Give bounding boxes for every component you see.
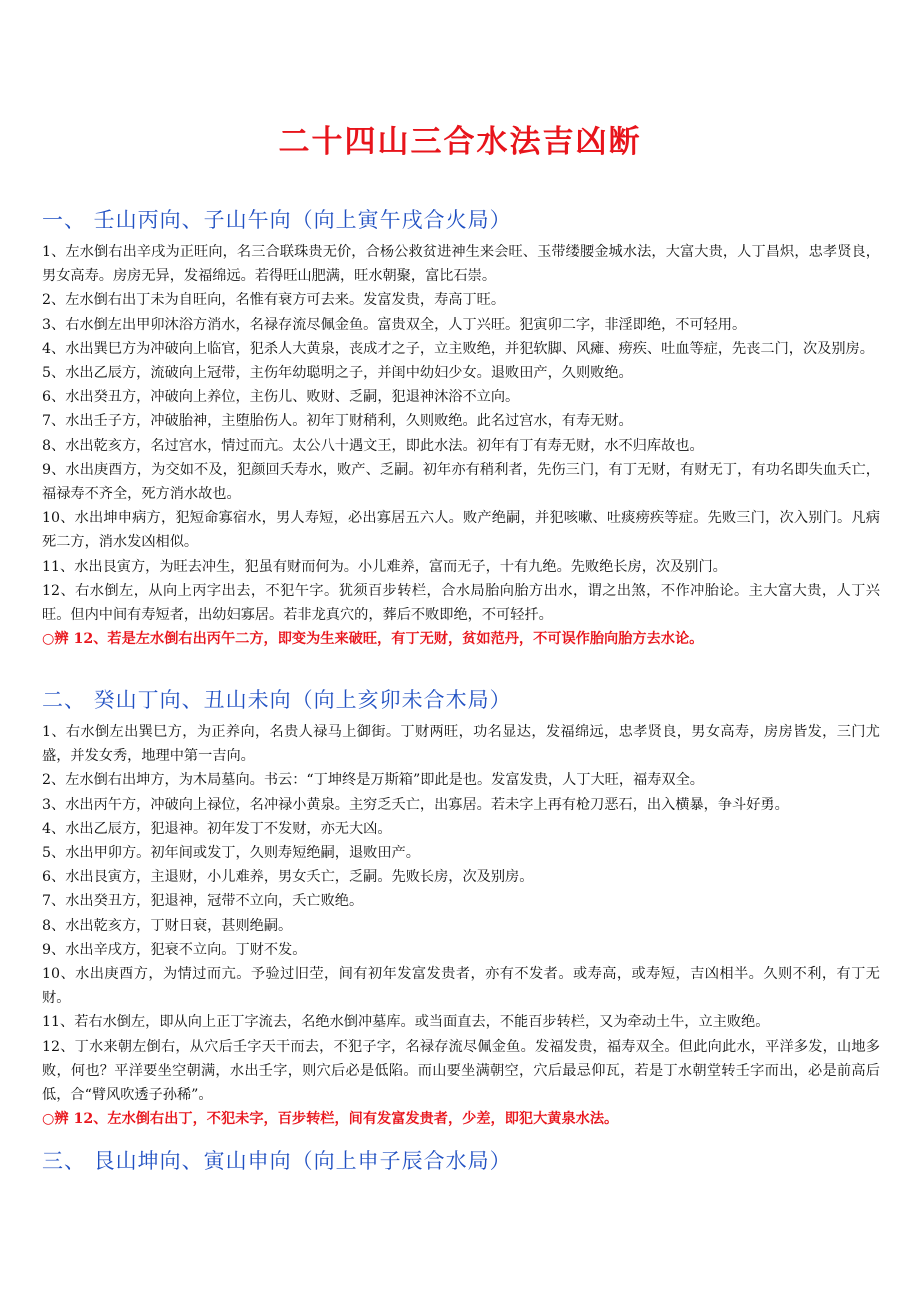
document-title: 二十四山三合水法吉凶断 bbox=[278, 124, 642, 160]
section-heading: 三、 艮山坤向、寅山申向（向上申子辰合水局） bbox=[42, 1149, 512, 1173]
section-1 bbox=[42, 204, 880, 651]
list-item: 5、水出甲卯方。初年间或发丁，久则寿短绝嗣，退败田产。 bbox=[42, 845, 420, 862]
list-item: 3、右水倒左出甲卯沐浴方消水，名禄存流尽佩金鱼。富贵双全，人丁兴旺。犯寅卯二字，非淫即绝，不可轻用。 bbox=[42, 316, 747, 333]
section-2 bbox=[42, 684, 880, 1131]
list-item: 9、水出庚酉方，为交如不及，犯颜回夭寿水，败产、乏嗣。初年亦有稍利者，先伤三门，有丁无财，有财无丁，有功名即失血夭亡，福禄寿不齐全，死方消水故也。 bbox=[42, 461, 880, 503]
section-heading: 二、 癸山丁向、丑山未向（向上亥卯未合木局） bbox=[42, 688, 512, 712]
list-item: 7、水出壬子方，冲破胎神，主堕胎伤人。初年丁财稍利，久则败绝。此名过宫水，有寿无财。 bbox=[42, 413, 633, 430]
list-item: 3、水出丙午方，冲破向上禄位，名冲禄小黄泉。主穷乏夭亡，出寡居。若未字上再有枪刀恶石，出入横暴，争斗好勇。 bbox=[42, 796, 789, 813]
list-item: 10、水出坤申病方，犯短命寡宿水，男人寿短，必出寡居五六人。败产绝嗣，并犯咳嗽、吐痰痨疾等症。先败三门，次入别门。凡病死二方，消水发凶相似。 bbox=[42, 510, 880, 551]
list-item: 11、若右水倒左，即从向上正丁字流去，名绝水倒冲墓库。或当面直去，不能百步转栏，又为牵动土牛，立主败绝。 bbox=[42, 1014, 770, 1031]
list-item: 8、水出乾亥方，名过宫水，情过而亢。太公八十遇文王，即此水法。初年有丁有寿无财，水不归库故也。 bbox=[42, 437, 704, 454]
list-item: 4、水出乙辰方，犯退神。初年发丁不发财，亦无大凶。 bbox=[42, 820, 392, 837]
section-heading: 一、 壬山丙向、子山午向（向上寅午戌合火局） bbox=[42, 208, 512, 232]
list-item: 2、左水倒右出坤方，为木局墓向。书云：“丁坤终是万斯箱”即此是也。发富发贵，人丁大旺，福寿双全。 bbox=[42, 772, 704, 789]
list-item: 12、丁水来朝左倒右，从穴后壬字天干而去，不犯子字，名禄存流尽佩金鱼。发福发贵，福寿双全。但此向此水，平洋多发，山地多败，何也？平洋要坐空朝满，水出壬字，则穴后必是低陷。而山要坐满朝空，穴后最忌仰瓦，若是丁水朝堂转壬字而出，必是前高后低，合“臂风吹透子孙稀”。 bbox=[42, 1038, 880, 1104]
list-item: 1、右水倒左出巽巳方，为正养向，名贵人禄马上御街。丁财两旺，功名显达，发福绵远，忠孝贤良，男女高寿，房房皆发，三门尤盛，并发女秀，地理中第一吉向。 bbox=[42, 724, 880, 765]
list-item: 4、水出巽巳方为冲破向上临官，犯杀人大黄泉，丧成才之子，立主败绝，并犯软脚、风瘫、痨疾、吐血等症，先丧二门，次及别房。 bbox=[42, 340, 874, 357]
list-item: 10、水出庚酉方，为情过而亢。予验过旧茔，间有初年发富发贵者，亦有不发者。或寿高，或寿短，吉凶相半。久则不利，有丁无财。 bbox=[42, 966, 880, 1007]
list-item: 6、水出癸丑方，冲破向上养位，主伤儿、败财、乏嗣，犯退神沐浴不立向。 bbox=[42, 389, 520, 406]
list-item: 1、左水倒右出辛戌为正旺向，名三合联珠贵无价，合杨公救贫进神生来会旺、玉带缕腰金城水法，大富大贵，人丁昌炽，忠孝贤良，男女高寿。房房无异，发福绵远。若得旺山肥满，旺水朝聚，富比石崇。 bbox=[42, 244, 880, 285]
section-3 bbox=[42, 1145, 880, 1181]
note-text: ○辨 12、若是左水倒右出丙午二方，即变为生来破旺，有丁无财，贫如范丹，不可误作胎向胎方去水论。 bbox=[42, 631, 704, 648]
list-item: 9、水出辛戌方，犯衰不立向。丁财不发。 bbox=[42, 941, 307, 958]
list-item: 11、水出艮寅方，为旺去冲生，犯虽有财而何为。小儿难养，富而无子，十有九绝。先败绝长房，次及别门。 bbox=[42, 558, 727, 575]
note-text: ○辨 12、左水倒右出丁，不犯未字，百步转栏，间有发富发贵者，少差，即犯大黄泉水法。 bbox=[42, 1111, 619, 1128]
list-item: 7、水出癸丑方，犯退神，冠带不立向，夭亡败绝。 bbox=[42, 893, 364, 910]
list-item: 12、右水倒左，从向上丙字出去，不犯午字。犹须百步转栏，合水局胎向胎方出水，谓之出煞，不作冲胎论。主大富大贵，人丁兴旺。但内中间有寿短者，出幼妇寡居。若非龙真穴的，葬后不败即绝，不可轻扦。 bbox=[42, 582, 880, 624]
list-item: 8、水出乾亥方，丁财日衰，甚则绝嗣。 bbox=[42, 917, 293, 934]
list-item: 2、左水倒右出丁未为自旺向，名惟有衰方可去来。发富发贵，寿高丁旺。 bbox=[42, 292, 506, 309]
list-item: 6、水出艮寅方，主退财，小儿难养，男女夭亡，乏嗣。先败长房，次及别房。 bbox=[42, 869, 534, 886]
list-item: 5、水出乙辰方，流破向上冠带，主伤年幼聪明之子，并闺中幼妇少女。退败田产，久则败绝。 bbox=[42, 365, 633, 382]
